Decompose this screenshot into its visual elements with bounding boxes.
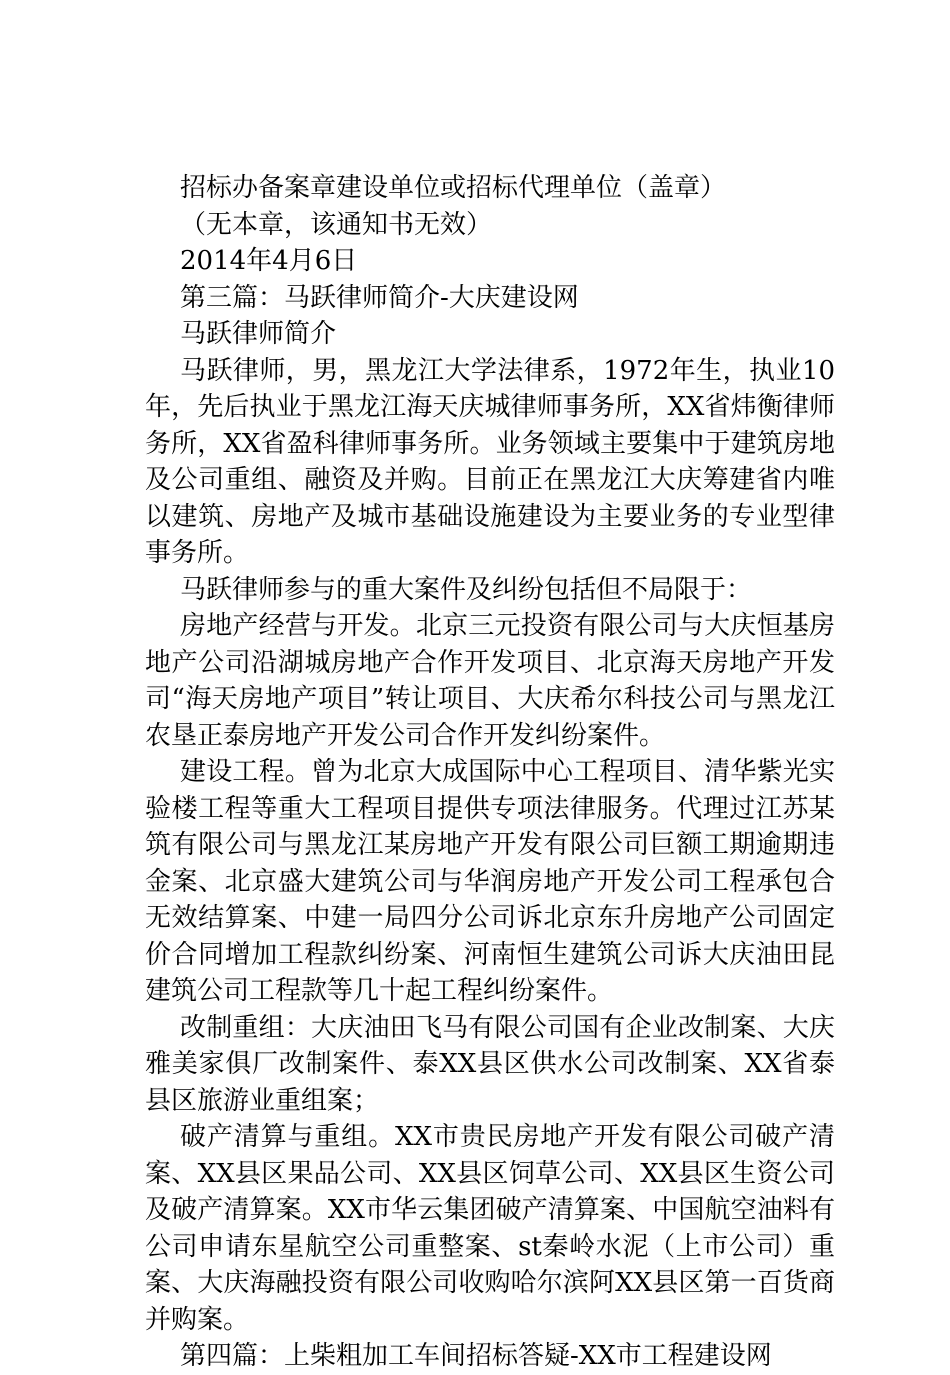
- text-line: 改制重组：大庆油田飞马有限公司国有企业改制案、大庆: [180, 1012, 835, 1043]
- text-line: 房地产经营与开发。北京三元投资有限公司与大庆恒基房: [180, 611, 835, 641]
- text-line: 事务所。: [145, 538, 250, 568]
- text-line: 建设工程。曾为北京大成国际中心工程项目、清华紫光实: [180, 757, 835, 787]
- text-line: 案、大庆海融投资有限公司收购哈尔滨阿XX县区第一百货商: [145, 1268, 835, 1298]
- text-line: 筑有限公司与黑龙江某房地产开发有限公司巨额工期逾期违: [145, 830, 835, 860]
- text-line: （无本章，该通知书无效）: [180, 209, 493, 240]
- text-line: 雅美家俱厂改制案件、泰XX县区供水公司改制案、XX省泰: [145, 1049, 835, 1079]
- text-line: 及公司重组、融资及并购。目前正在黑龙江大庆筹建省内唯: [145, 465, 835, 495]
- text-line: 2014年4月6日: [180, 246, 358, 276]
- document-body: [145, 170, 835, 1375]
- text-line: 建筑公司工程款等几十起工程纠纷案件。: [145, 976, 614, 1006]
- text-line: 第四篇：上柴粗加工车间招标答疑-XX市工程建设网: [180, 1341, 772, 1371]
- text-line: 无效结算案、中建一局四分公司诉北京东升房地产公司固定: [145, 903, 835, 933]
- text-line: 及破产清算案。XX市华云集团破产清算案、中国航空油料有: [145, 1195, 835, 1225]
- text-line: 务所，XX省盈科律师事务所。业务领域主要集中于建筑房地: [145, 428, 835, 459]
- text-line: 马跃律师简介: [180, 319, 337, 349]
- text-line: 验楼工程等重大工程项目提供专项法律服务。代理过江苏某: [145, 793, 835, 824]
- text-line: 招标办备案章建设单位或招标代理单位（盖章）: [180, 173, 727, 203]
- text-line: 公司申请东星航空公司重整案、st秦岭水泥（上市公司）重: [145, 1231, 835, 1262]
- text-line: 价合同增加工程款纠纷案、河南恒生建筑公司诉大庆油田昆: [145, 939, 835, 970]
- text-line: 农垦正泰房地产开发公司合作开发纠纷案件。: [145, 720, 666, 751]
- text-line: 破产清算与重组。XX市贵民房地产开发有限公司破产清: [180, 1122, 835, 1152]
- text-line: 马跃律师，男，黑龙江大学法律系，1972年生，执业10: [180, 355, 835, 386]
- text-line: 以建筑、房地产及城市基础设施建设为主要业务的专业型律: [145, 501, 835, 532]
- text-line: 马跃律师参与的重大案件及纠纷包括但不局限于：: [180, 574, 753, 605]
- text-line: 金案、北京盛大建筑公司与华润房地产开发公司工程承包合: [145, 866, 835, 897]
- text-line: 年，先后执业于黑龙江海天庆城律师事务所，XX省炜衡律师: [145, 392, 835, 422]
- text-line: 司“海天房地产项目”转让项目、大庆希尔科技公司与黑龙江: [145, 684, 835, 714]
- text-line: 并购案。: [145, 1304, 250, 1335]
- text-line: 第三篇：马跃律师简介-大庆建设网: [180, 282, 579, 313]
- text-line: 地产公司沿湖城房地产合作开发项目、北京海天房地产开发: [145, 647, 835, 678]
- text-line: 县区旅游业重组案；: [145, 1085, 380, 1116]
- text-line: 案、XX县区果品公司、XX县区饲草公司、XX县区生资公司: [145, 1158, 835, 1189]
